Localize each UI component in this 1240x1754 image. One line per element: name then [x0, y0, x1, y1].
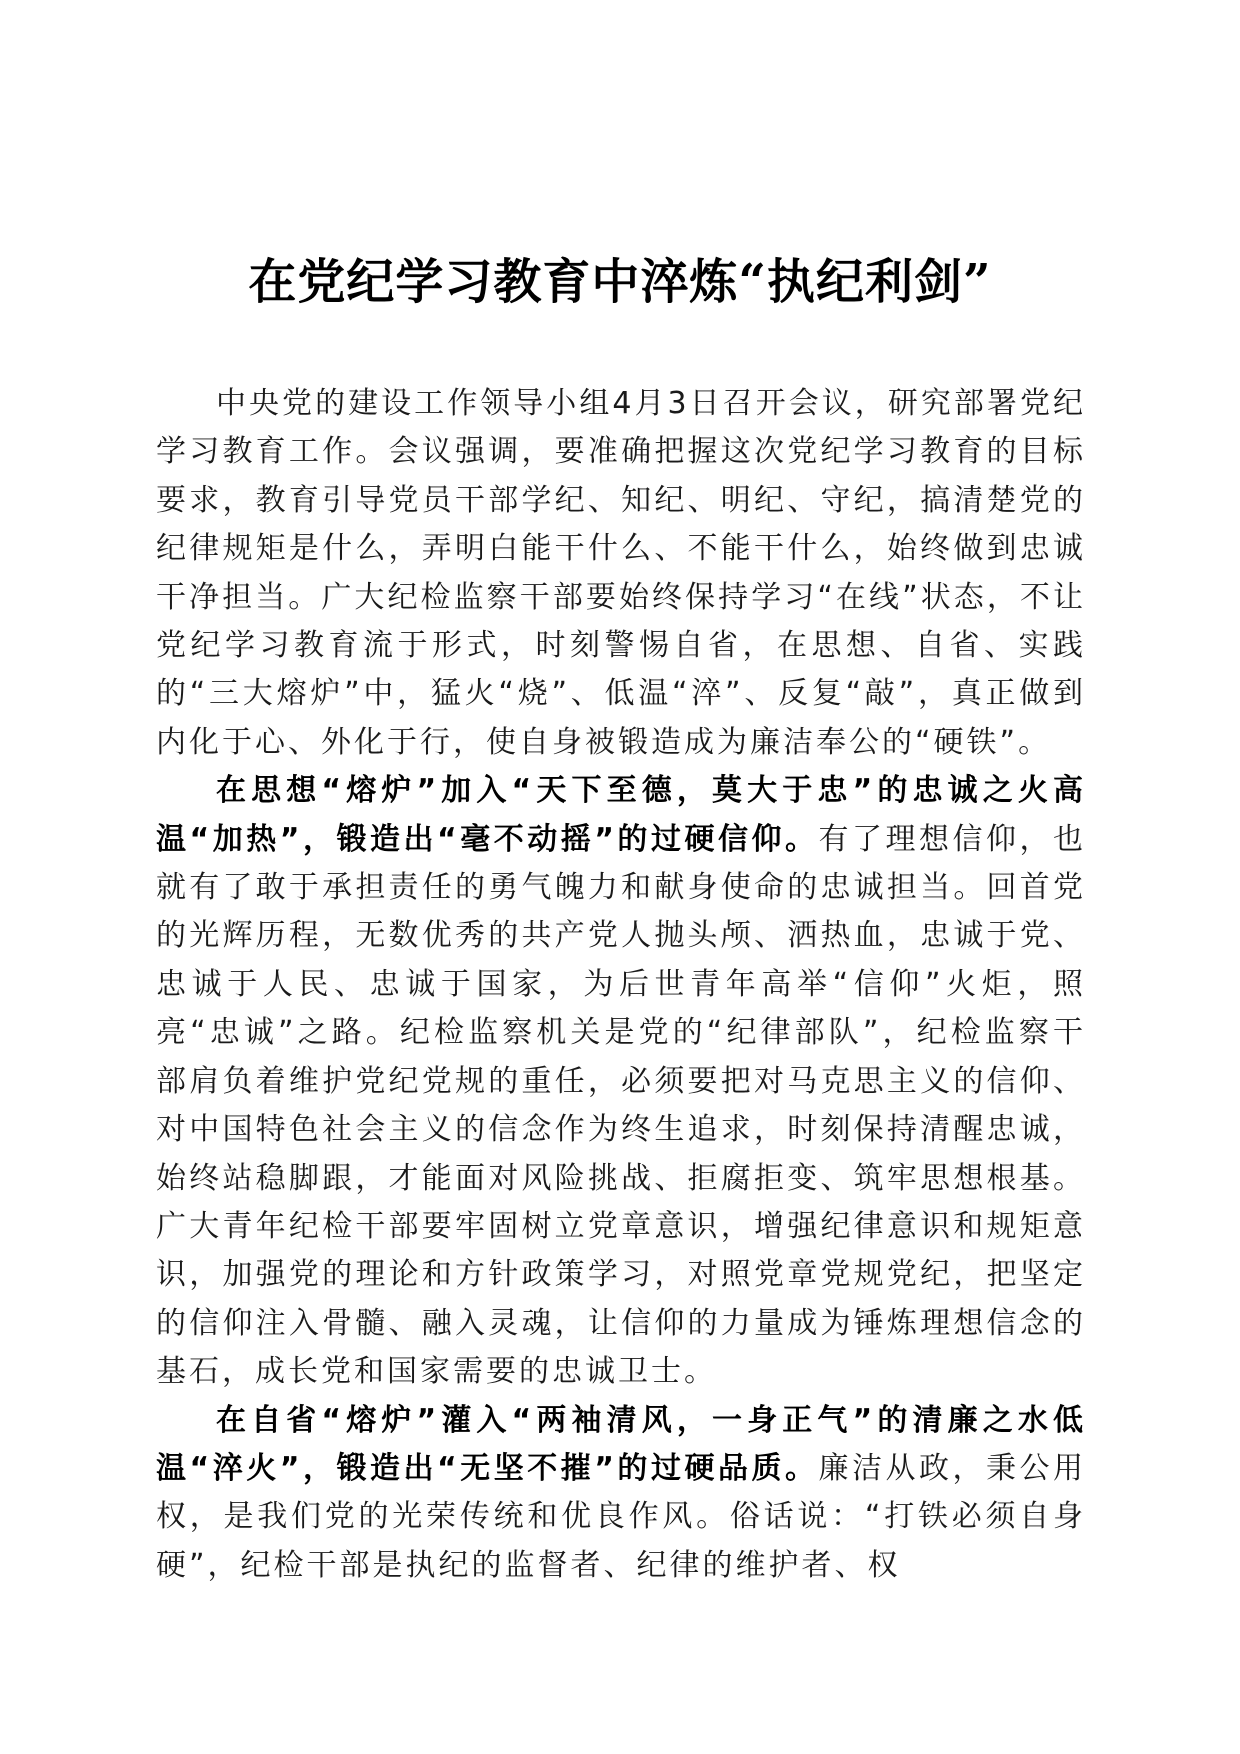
- paragraph-text: 有了理想信仰，也就有了敢于承担责任的勇气魄力和献身使命的忠诚担当。回首党的光辉历程，无数优秀的共产党人抛头颅、洒热血，忠诚于党、忠诚于人民、忠诚于国家，为后世青年高举“信仰”火炬，照亮“忠诚”之路。纪检监察机关是党的“纪律部队”，纪检监察干部肩负着维护党纪党规的重任，必须要把对马克思主义的信仰、对中国特色社会主义的信念作为终生追求，时刻保持清醒忠诚，始终站稳脚跟，才能面对风险挑战、拒腐拒变、筑牢思想根基。广大青年纪检干部要牢固树立党章意识，增强纪律意识和规矩意识，加强党的理论和方针政策学习，对照党章党规党纪，把坚定的信仰注入骨髓、融入灵魂，让信仰的力量成为锤炼理想信念的基石，成长党和国家需要的忠诚卫士。: [156, 821, 1086, 1390]
- paragraph-lead-sentence: 在自省“熔炉”灌入“两袖清风，一身正气”的清廉之水低温“淬火”，锻造出“无坚不摧”的过硬品质。: [156, 1402, 1086, 1486]
- document-body: [156, 380, 1086, 1590]
- paragraph-text: 廉洁从政，秉公用权，是我们党的光荣传统和优良作风。俗话说：“打铁必须自身硬”，纪检干部是执纪的监督者、纪律的维护者、权: [156, 1450, 1086, 1583]
- document-title: 在党纪学习教育中淬炼“执纪利剑”: [248, 254, 992, 310]
- paragraph-intro: [156, 380, 1086, 767]
- paragraph-text: 中央党的建设工作领导小组4月3日召开会议，研究部署党纪学习教育工作。会议强调，要准确把握这次党纪学习教育的目标要求，教育引导党员干部学纪、知纪、明纪、守纪，搞清楚党的纪律规矩是什么，弄明白能干什么、不能干什么，始终做到忠诚干净担当。广大纪检监察干部要始终保持学习“在线”状态，不让党纪学习教育流于形式，时刻警惕自省，在思想、自省、实践的“三大熔炉”中，猛火“烧”、低温“淬”、反复“敲”，真正做到内化于心、外化于行，使自身被锻造成为廉洁奉公的“硬铁”。: [156, 386, 1086, 760]
- paragraph-ideology: [156, 767, 1086, 1396]
- paragraph-lead-sentence: 在思想“熔炉”加入“天下至德，莫大于忠”的忠诚之火高温“加热”，锻造出“毫不动摇”的过硬信仰。: [156, 773, 1086, 857]
- paragraph-self-reflection: [156, 1397, 1086, 1591]
